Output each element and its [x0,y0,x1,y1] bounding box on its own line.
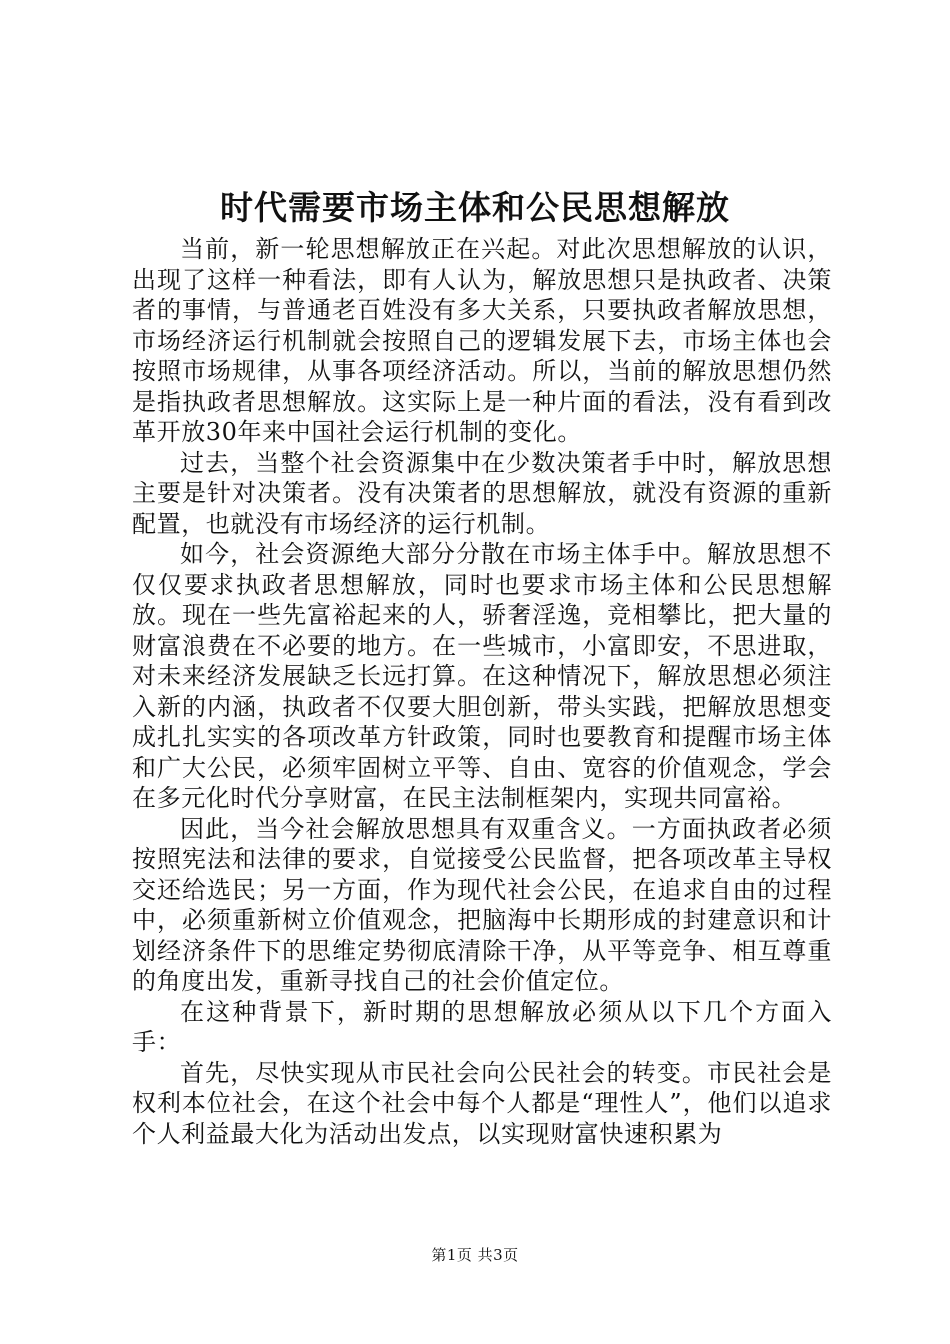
paragraph: 如今，社会资源绝大部分分散在市场主体手中。解放思想不仅仅要求执政者思想解放，同时也要求市场主体和公民思想解放。现在一些先富裕起来的人，骄奢淫逸，竞相攀比，把大量的财富浪费在不必要的地方。在一些城市，小富即安，不思进取，对未来经济发展缺乏长远打算。在这种情况下，解放思想必须注入新的内涵，执政者不仅要大胆创新，带头实践，把解放思想变成扎扎实实的各项改革方针政策，同时也要教育和提醒市场主体和广大公民，必须牢固树立平等、自由、宽容的价值观念，学会在多元化时代分享财富，在民主法制框架内，实现共同富裕。 [132,540,832,812]
paragraph: 首先，尽快实现从市民社会向公民社会的转变。市民社会是权利本位社会，在这个社会中每个人都是“理性人”，他们以追求个人利益最大化为活动出发点，以实现财富快速积累为 [132,1058,832,1148]
paragraph: 因此，当今社会解放思想具有双重含义。一方面执政者必须按照宪法和法律的要求，自觉接受公民监督，把各项改革主导权交还给选民；另一方面，作为现代社会公民，在追求自由的过程中，必须重新树立价值观念，把脑海中长期形成的封建意识和计划经济条件下的思维定势彻底清除干净，从平等竞争、相互尊重的角度出发，重新寻找自己的社会价值定位。 [132,814,832,995]
document-title: 时代需要市场主体和公民思想解放 [220,188,730,227]
paragraph: 当前，新一轮思想解放正在兴起。对此次思想解放的认识，出现了这样一种看法，即有人认为，解放思想只是执政者、决策者的事情，与普通老百姓没有多大关系，只要执政者解放思想，市场经济运行机制就会按照自己的逻辑发展下去，市场主体也会按照市场规律，从事各项经济活动。所以，当前的解放思想仍然是指执政者思想解放。这实际上是一种片面的看法，没有看到改革开放30年来中国社会运行机制的变化。 [132,235,832,446]
paragraph: 过去，当整个社会资源集中在少数决策者手中时，解放思想主要是针对决策者。没有决策者的思想解放，就没有资源的重新配置，也就没有市场经济的运行机制。 [132,448,832,538]
paragraph: 在这种背景下，新时期的思想解放必须从以下几个方面入手： [132,997,832,1056]
document-body [132,234,832,1149]
page-number-footer: 第1页 共3页 [431,1246,519,1264]
